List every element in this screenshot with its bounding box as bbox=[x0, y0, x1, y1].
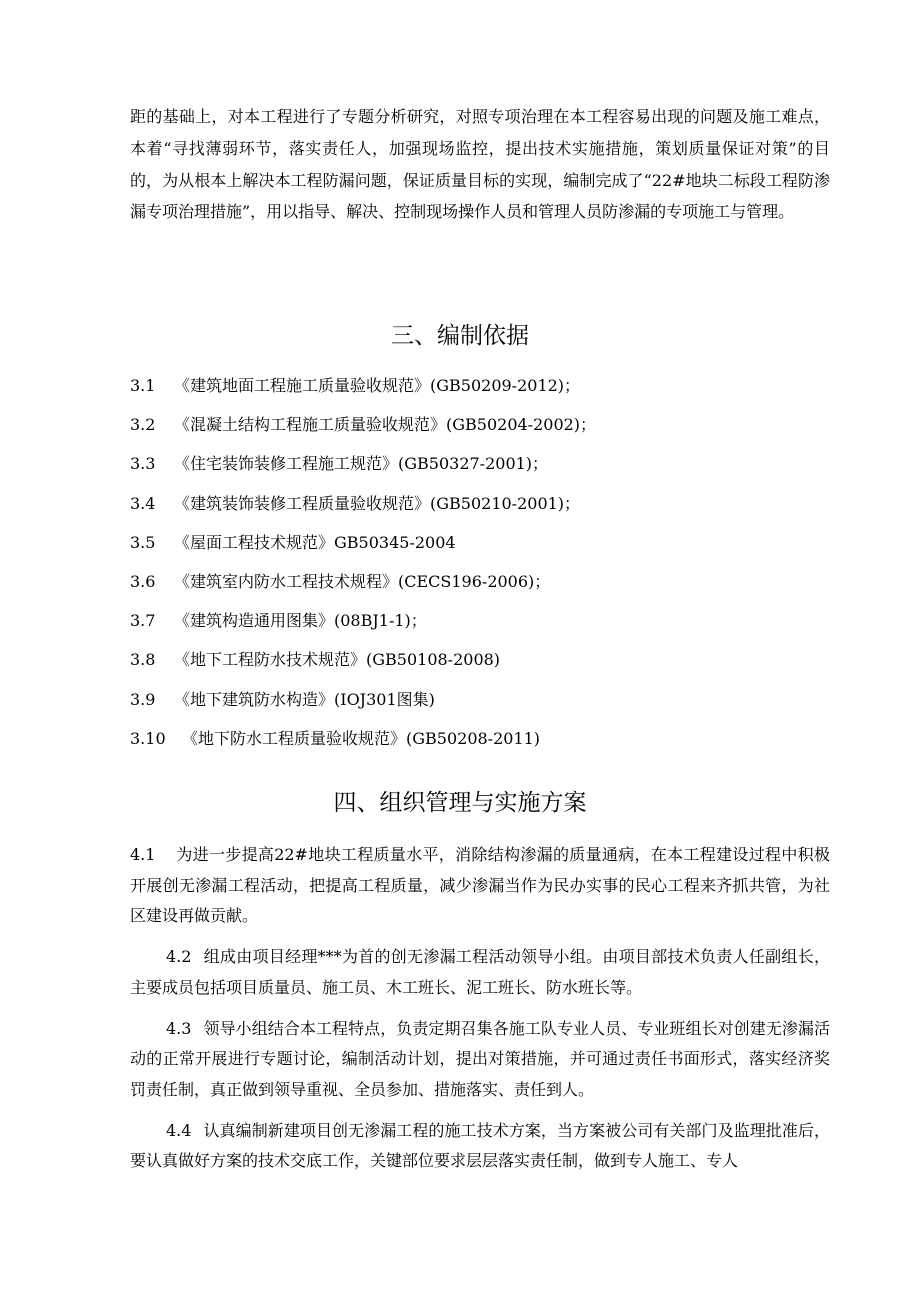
item-number: 3.3 bbox=[130, 454, 156, 474]
paragraph-4-1 bbox=[130, 840, 830, 932]
item-number: 3.2 bbox=[130, 415, 156, 435]
list-item bbox=[130, 724, 830, 763]
item-number: 3.10 bbox=[130, 728, 166, 748]
item-number: 3.5 bbox=[130, 532, 156, 552]
paragraph-4-2 bbox=[130, 942, 830, 1003]
item-text: 《建筑室内防水工程技术规程》(CECS196-2006)； bbox=[174, 571, 551, 591]
item-number: 3.7 bbox=[130, 611, 156, 631]
paragraph-number: 4.2 bbox=[166, 947, 192, 966]
item-text: 《混凝土结构工程施工质量验收规范》(GB50204-2002)； bbox=[174, 415, 597, 435]
item-number: 3.9 bbox=[130, 689, 156, 709]
item-number: 3.1 bbox=[130, 376, 156, 395]
item-number: 3.6 bbox=[130, 571, 156, 591]
paragraph-number: 4.1 bbox=[130, 845, 156, 864]
list-item bbox=[130, 410, 830, 449]
item-text: 《建筑地面工程施工质量验收规范》(GB50209-2012)； bbox=[174, 376, 581, 395]
section-3-title: 三、编制依据 bbox=[391, 323, 529, 349]
item-text: 《屋面工程技术规范》GB50345-2004 bbox=[174, 532, 456, 552]
section-4-body bbox=[130, 840, 830, 1177]
list-item bbox=[130, 567, 830, 606]
list-item bbox=[130, 606, 830, 645]
paragraph-text: 组成由项目经理***为首的创无渗漏工程活动领导小组。由项目部技术负责人任副组长，主要成员包括项目质量员、施工员、木工班长、泥工班长、防水班长等。 bbox=[130, 947, 830, 997]
list-item bbox=[130, 645, 830, 684]
list-item bbox=[130, 528, 830, 567]
item-number: 3.4 bbox=[130, 493, 156, 513]
paragraph-4-4 bbox=[130, 1116, 830, 1177]
paragraph-number: 4.3 bbox=[166, 1018, 192, 1038]
paragraph-4-3 bbox=[130, 1014, 830, 1106]
list-item bbox=[130, 371, 830, 410]
list-item bbox=[130, 449, 830, 488]
item-number: 3.8 bbox=[130, 650, 156, 670]
section-4-title: 四、组织管理与实施方案 bbox=[333, 790, 587, 816]
list-item bbox=[130, 685, 830, 724]
item-text: 《地下工程防水技术规范》(GB50108-2008) bbox=[174, 650, 501, 670]
item-text: 《建筑装饰装修工程质量验收规范》(GB50210-2001)； bbox=[174, 493, 581, 513]
intro-section bbox=[130, 101, 830, 228]
paragraph-text: 认真编制新建项目创无渗漏工程的施工技术方案，当方案被公司有关部门及监理批准后，要认真做好方案的技术交底工作，关键部位要求层层落实责任制，做到专人施工、专人 bbox=[130, 1120, 830, 1170]
list-item bbox=[130, 489, 830, 528]
item-text: 《建筑构造通用图集》(08BJ1-1)； bbox=[174, 611, 427, 631]
paragraph-number: 4.4 bbox=[166, 1120, 192, 1140]
paragraph-text: 领导小组结合本工程特点，负责定期召集各施工队专业人员、专业班组长对创建无渗漏活动的正常开展进行专题讨论，编制活动计划，提出对策措施，并可通过责任书面形式，落实经济奖罚责任制，真正做到领导重视、全员参加、措施落实、责任到人。 bbox=[130, 1018, 830, 1099]
intro-paragraph: 距的基础上，对本工程进行了专题分析研究，对照专项治理在本工程容易出现的问题及施工难点，本着“寻找薄弱环节，落实责任人，加强现场监控，提出技术实施措施，策划质量保证对策”的目的，为从根本上解决本工程防漏问题，保证质量目标的实现，编制完成了“22#地块二标段工程防渗漏专项治理措施”，用以指导、解决、控制现场操作人员和管理人员防渗漏的专项施工与管理。 bbox=[130, 107, 830, 222]
item-text: 《地下建筑防水构造》(IOJ301图集) bbox=[174, 689, 435, 709]
compilation-basis-list bbox=[130, 371, 830, 763]
item-text: 《住宅装饰装修工程施工规范》(GB50327-2001)； bbox=[174, 454, 549, 474]
paragraph-text: 为进一步提高22#地块工程质量水平，消除结构渗漏的质量通病，在本工程建设过程中积极开展创无渗漏工程活动，把提高工程质量，减少渗漏当作为民办实事的民心工程来齐抓共管，为社区建设再做贡献。 bbox=[130, 845, 830, 925]
item-text: 《地下防水工程质量验收规范》(GB50208-2011) bbox=[182, 728, 541, 748]
